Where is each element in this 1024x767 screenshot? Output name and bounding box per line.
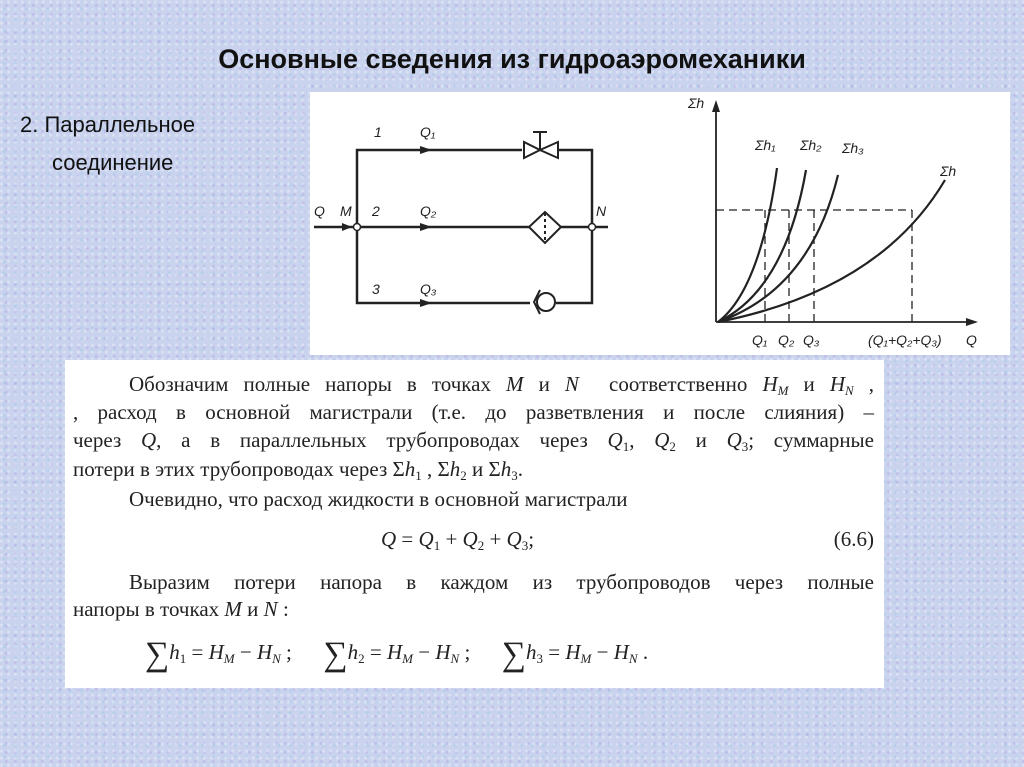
text-line xyxy=(73,597,874,621)
text-segment: N xyxy=(450,651,460,666)
check-valve-icon xyxy=(534,290,555,314)
text-segment: Обозначим полные напоры в точках xyxy=(129,372,507,396)
text-segment: через xyxy=(73,428,141,452)
text-segment: ; xyxy=(459,640,502,664)
text-segment: ∑ xyxy=(323,636,348,673)
text-segment: . xyxy=(517,457,523,481)
loss-equations xyxy=(145,636,874,673)
text-segment: и xyxy=(788,372,830,396)
text-segment: 1 xyxy=(415,468,422,483)
curve-label-h3: Σh₃ xyxy=(842,140,864,156)
text-segment: h xyxy=(347,640,359,664)
text-segment: , расход в основной магистрали (т.е. до разветвления и после слияния) – xyxy=(73,400,874,424)
text-segment: N xyxy=(628,651,638,666)
subtitle-line-2: соединение xyxy=(52,150,174,175)
text-segment: ; xyxy=(280,640,324,664)
text-segment: h xyxy=(449,457,461,481)
text-segment: M xyxy=(777,383,789,398)
text-segment: ∑ xyxy=(145,636,170,673)
curve-label-h2: Σh₂ xyxy=(800,137,822,153)
node-n xyxy=(589,224,596,231)
text-segment: Q xyxy=(506,527,522,551)
text-segment: 3 xyxy=(521,538,529,553)
text-segment: = xyxy=(396,527,419,551)
text-segment: Q xyxy=(381,527,397,551)
subtitle-line-1: 2. Параллельное xyxy=(20,112,196,137)
curve-sum-h1 xyxy=(718,168,777,322)
curve-sum-h3 xyxy=(718,175,838,322)
x-axis-label: Q xyxy=(966,332,977,348)
equation-6-6 xyxy=(381,527,874,558)
text-segment: h xyxy=(404,457,416,481)
figure-panel xyxy=(310,92,1010,355)
text-segment: − xyxy=(591,640,614,664)
filter-icon xyxy=(529,212,561,243)
x-tick-sum: (Q₁+Q₂+Q₃) xyxy=(868,332,942,348)
parallel-connection-diagram xyxy=(310,92,1010,355)
curve-label-total: Σh xyxy=(940,163,957,179)
text-segment: N xyxy=(263,597,278,621)
text-segment: 1 xyxy=(433,538,441,553)
text-segment: (6.6) xyxy=(833,527,874,551)
label-q3: Q₃ xyxy=(420,281,437,297)
label-branch-3: 3 xyxy=(372,281,380,297)
label-q1: Q₁ xyxy=(420,124,436,140)
text-segment: Выразим потери напора в каждом из трубопроводов через полные xyxy=(129,570,874,594)
text-segment: − xyxy=(413,640,436,664)
text-segment: и Σ xyxy=(466,457,501,481)
text-segment: Q xyxy=(607,428,623,452)
text-segment: H xyxy=(386,640,403,664)
text-segment: M xyxy=(224,597,242,621)
text-segment: Очевидно, что расход жидкости в основной магистрали xyxy=(129,487,628,511)
text-line xyxy=(129,487,874,511)
text-segment: , Σ xyxy=(421,457,450,481)
text-segment: = xyxy=(186,640,209,664)
text-segment: h xyxy=(169,640,180,664)
text-segment: 1 xyxy=(622,439,630,454)
label-q2: Q₂ xyxy=(420,203,437,219)
text-segment: H xyxy=(565,640,581,664)
text-segment: 1 xyxy=(179,651,187,666)
text-segment: M xyxy=(506,372,524,396)
text-segment: M xyxy=(580,651,592,666)
text-segment: Q xyxy=(726,428,742,452)
text-segment: H xyxy=(613,640,629,664)
node-m xyxy=(354,224,361,231)
text-segment: соответственно xyxy=(578,372,763,396)
text-segment: h xyxy=(500,457,512,481)
text-segment: + xyxy=(440,527,463,551)
text-segment: , а в параллельных трубопроводах через xyxy=(156,428,608,452)
label-m: M xyxy=(340,203,352,219)
text-segment: 3 xyxy=(536,651,544,666)
label-q: Q xyxy=(314,203,325,219)
label-branch-1: 1 xyxy=(374,124,382,140)
text-segment: = xyxy=(364,640,387,664)
equation-number xyxy=(834,527,874,551)
x-axis-arrow xyxy=(966,318,978,326)
text-segment: 2 xyxy=(477,538,485,553)
text-segment: : xyxy=(277,597,289,621)
text-segment: и xyxy=(241,597,264,621)
text-segment: M xyxy=(223,651,235,666)
text-segment: h xyxy=(526,640,537,664)
text-line xyxy=(129,570,874,594)
text-segment: Q xyxy=(654,428,670,452)
valve-icon xyxy=(524,132,558,158)
text-segment: H xyxy=(829,372,846,396)
text-segment: Q xyxy=(418,527,434,551)
text-segment: Q xyxy=(462,527,478,551)
curve-label-h1: Σh₁ xyxy=(755,137,776,153)
text-segment: 3 xyxy=(741,439,749,454)
text-segment: + xyxy=(484,527,507,551)
text-segment: ; суммарные xyxy=(748,428,874,452)
text-segment: потери в этих трубопроводах через Σ xyxy=(73,457,405,481)
text-segment: 3 xyxy=(511,468,518,483)
text-segment: Q xyxy=(141,428,157,452)
text-segment: 2 xyxy=(669,439,676,454)
x-tick-q1: Q₁ xyxy=(752,332,768,348)
text-segment: и xyxy=(523,372,565,396)
text-segment: и xyxy=(675,428,727,452)
text-segment: ∑ xyxy=(501,636,527,673)
label-branch-2: 2 xyxy=(372,203,380,219)
text-line xyxy=(73,400,874,424)
text-segment: . xyxy=(637,640,649,664)
slide-title: Основные сведения из гидроаэромеханики xyxy=(218,44,806,74)
y-axis-arrow xyxy=(712,100,720,112)
text-panel xyxy=(65,360,884,688)
text-segment: H xyxy=(256,640,273,664)
guide-lines xyxy=(716,210,912,322)
text-segment: H xyxy=(435,640,451,664)
text-segment: N xyxy=(845,383,854,398)
text-line xyxy=(129,372,874,403)
text-segment: N xyxy=(272,651,281,666)
text-segment: 2 xyxy=(460,468,467,483)
text-segment: ; xyxy=(528,527,535,551)
label-n: N xyxy=(596,203,607,219)
text-segment: H xyxy=(208,640,224,664)
text-segment: M xyxy=(402,651,413,666)
x-tick-q2: Q₂ xyxy=(778,332,795,348)
text-segment: − xyxy=(234,640,257,664)
text-segment: = xyxy=(543,640,566,664)
text-segment: N xyxy=(564,372,579,396)
text-line xyxy=(73,457,874,488)
text-segment: H xyxy=(762,372,778,396)
text-segment: напоры в точках xyxy=(73,597,225,621)
text-line xyxy=(73,428,874,459)
y-axis-label: Σh xyxy=(688,95,705,111)
text-segment: , xyxy=(853,372,874,396)
text-segment: 2 xyxy=(358,651,365,666)
text-segment: , xyxy=(629,428,655,452)
x-tick-q3: Q₃ xyxy=(803,332,820,348)
